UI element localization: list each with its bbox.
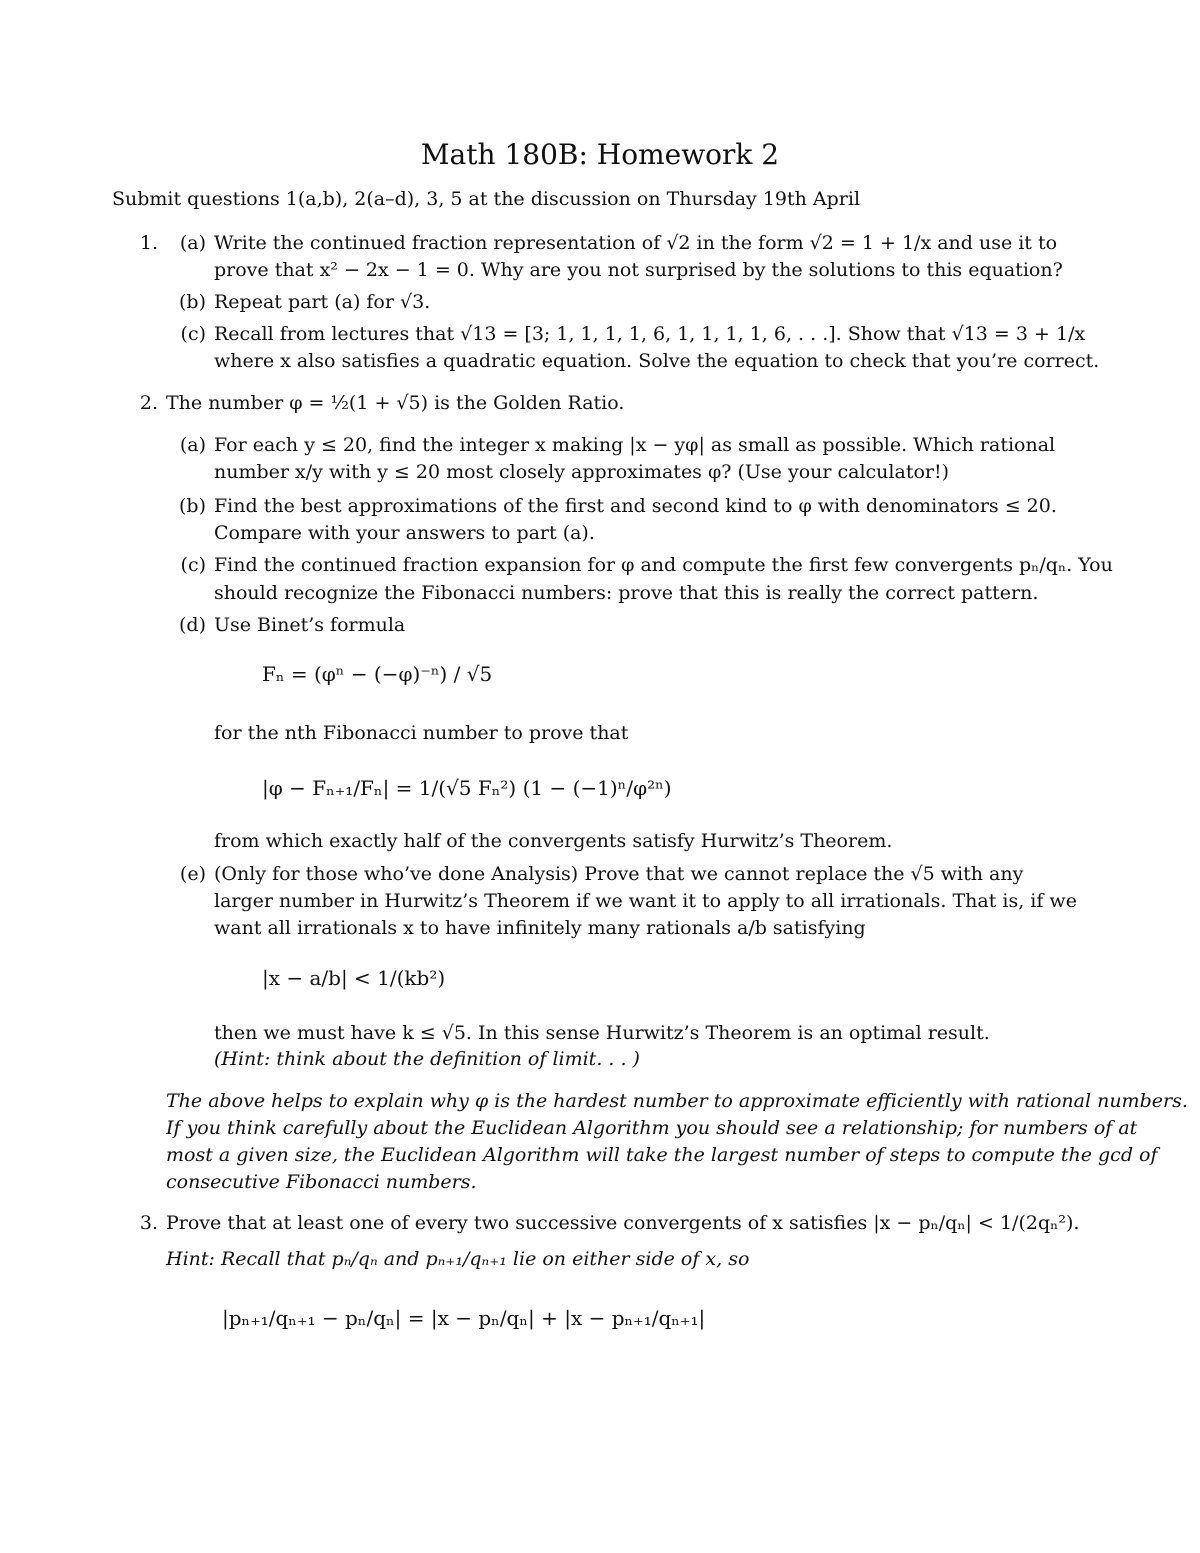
q2c-line2: should recognize the Fibonacci numbers: prove that this is really the correct pattern.: [214, 582, 1039, 604]
q2b-line1: Find the best approximations of the first and second kind to φ with denominators ≤ 20.: [214, 495, 1057, 517]
q1c-label: (c): [180, 323, 206, 345]
remark-line1: The above helps to explain why φ is the hardest number to approximate efficiently with rational numbers.: [166, 1090, 1188, 1112]
question-2-number: 2.: [139, 392, 158, 414]
q2c-label: (c): [180, 554, 206, 576]
convergents-difference-equation: |pₙ₊₁/qₙ₊₁ − pₙ/qₙ| = |x − pₙ/qₙ| + |x − pₙ₊₁/qₙ₊₁|: [222, 1306, 706, 1330]
question-1-number: 1.: [139, 232, 158, 254]
q1a-line1: Write the continued fraction representation of √2 in the form √2 = 1 + 1/x and use it to: [214, 232, 1058, 254]
q2-intro: The number φ = ½(1 + √5) is the Golden Ratio.: [166, 392, 625, 414]
q3-hint: Hint: Recall that pₙ/qₙ and pₙ₊₁/qₙ₊₁ lie on either side of x, so: [166, 1248, 750, 1270]
binet-formula-equation: Fₙ = (φⁿ − (−φ)⁻ⁿ) / √5: [262, 662, 493, 686]
q1c-line2: where x also satisfies a quadratic equation. Solve the equation to check that you’re correct.: [214, 350, 1100, 372]
q1a-line2: prove that x² − 2x − 1 = 0. Why are you not surprised by the solutions to this equation?: [214, 259, 1063, 281]
q2b-label: (b): [179, 495, 206, 517]
approximation-inequality: |x − a/b| < 1/(kb²): [262, 966, 446, 990]
q2a-line2: number x/y with y ≤ 20 most closely approximates φ? (Use your calculator!): [214, 461, 950, 483]
q2d-line2: for the nth Fibonacci number to prove that: [214, 722, 629, 744]
q2e-line2: larger number in Hurwitz’s Theorem if we want it to apply to all irrationals. That is, if we: [214, 890, 1077, 912]
q1c-line1: Recall from lectures that √13 = [3; 1, 1, 1, 1, 6, 1, 1, 1, 1, 6, . . .]. Show that √13 = 3 + 1/x: [214, 323, 1086, 345]
q2c-line1: Find the continued fraction expansion for φ and compute the first few convergents pₙ/qₙ. You: [214, 554, 1113, 576]
q2e-line4: then we must have k ≤ √5. In this sense Hurwitz’s Theorem is an optimal result.: [214, 1022, 990, 1044]
q2d-label: (d): [179, 614, 206, 636]
submission-instructions: Submit questions 1(a,b), 2(a–d), 3, 5 at the discussion on Thursday 19th April: [112, 188, 861, 210]
q2d-line3: from which exactly half of the convergents satisfy Hurwitz’s Theorem.: [214, 830, 893, 852]
q2d-line1: Use Binet’s formula: [214, 614, 406, 636]
q2e-hint: (Hint: think about the definition of limit. . . ): [214, 1048, 640, 1070]
hurwitz-error-equation: |φ − Fₙ₊₁/Fₙ| = 1/(√5 Fₙ²) (1 − (−1)ⁿ/φ²ⁿ): [262, 776, 672, 800]
q2e-line3: want all irrationals x to have infinitely many rationals a/b satisfying: [214, 917, 866, 939]
q2a-label: (a): [179, 434, 206, 456]
remark-line3: most a given size, the Euclidean Algorithm will take the largest number of steps to compute the gcd of: [166, 1144, 1158, 1166]
q1b-label: (b): [179, 291, 206, 313]
q1a-label: (a): [179, 232, 206, 254]
remark-line2: If you think carefully about the Euclidean Algorithm you should see a relationship; for numbers of at: [166, 1117, 1138, 1139]
q3-line1: Prove that at least one of every two successive convergents of x satisfies |x − pₙ/qₙ| < 1/(2qₙ²).: [166, 1212, 1080, 1234]
q2e-line1: (Only for those who’ve done Analysis) Prove that we cannot replace the √5 with any: [214, 863, 1024, 885]
q2a-line1: For each y ≤ 20, find the integer x making |x − yφ| as small as possible. Which rational: [214, 434, 1056, 456]
remark-line4: consecutive Fibonacci numbers.: [166, 1171, 477, 1193]
question-3-number: 3.: [139, 1212, 158, 1234]
document-title: Math 180B: Homework 2: [420, 138, 780, 171]
q1b-text: Repeat part (a) for √3.: [214, 291, 431, 313]
q2e-label: (e): [179, 863, 206, 885]
q2b-line2: Compare with your answers to part (a).: [214, 522, 595, 544]
